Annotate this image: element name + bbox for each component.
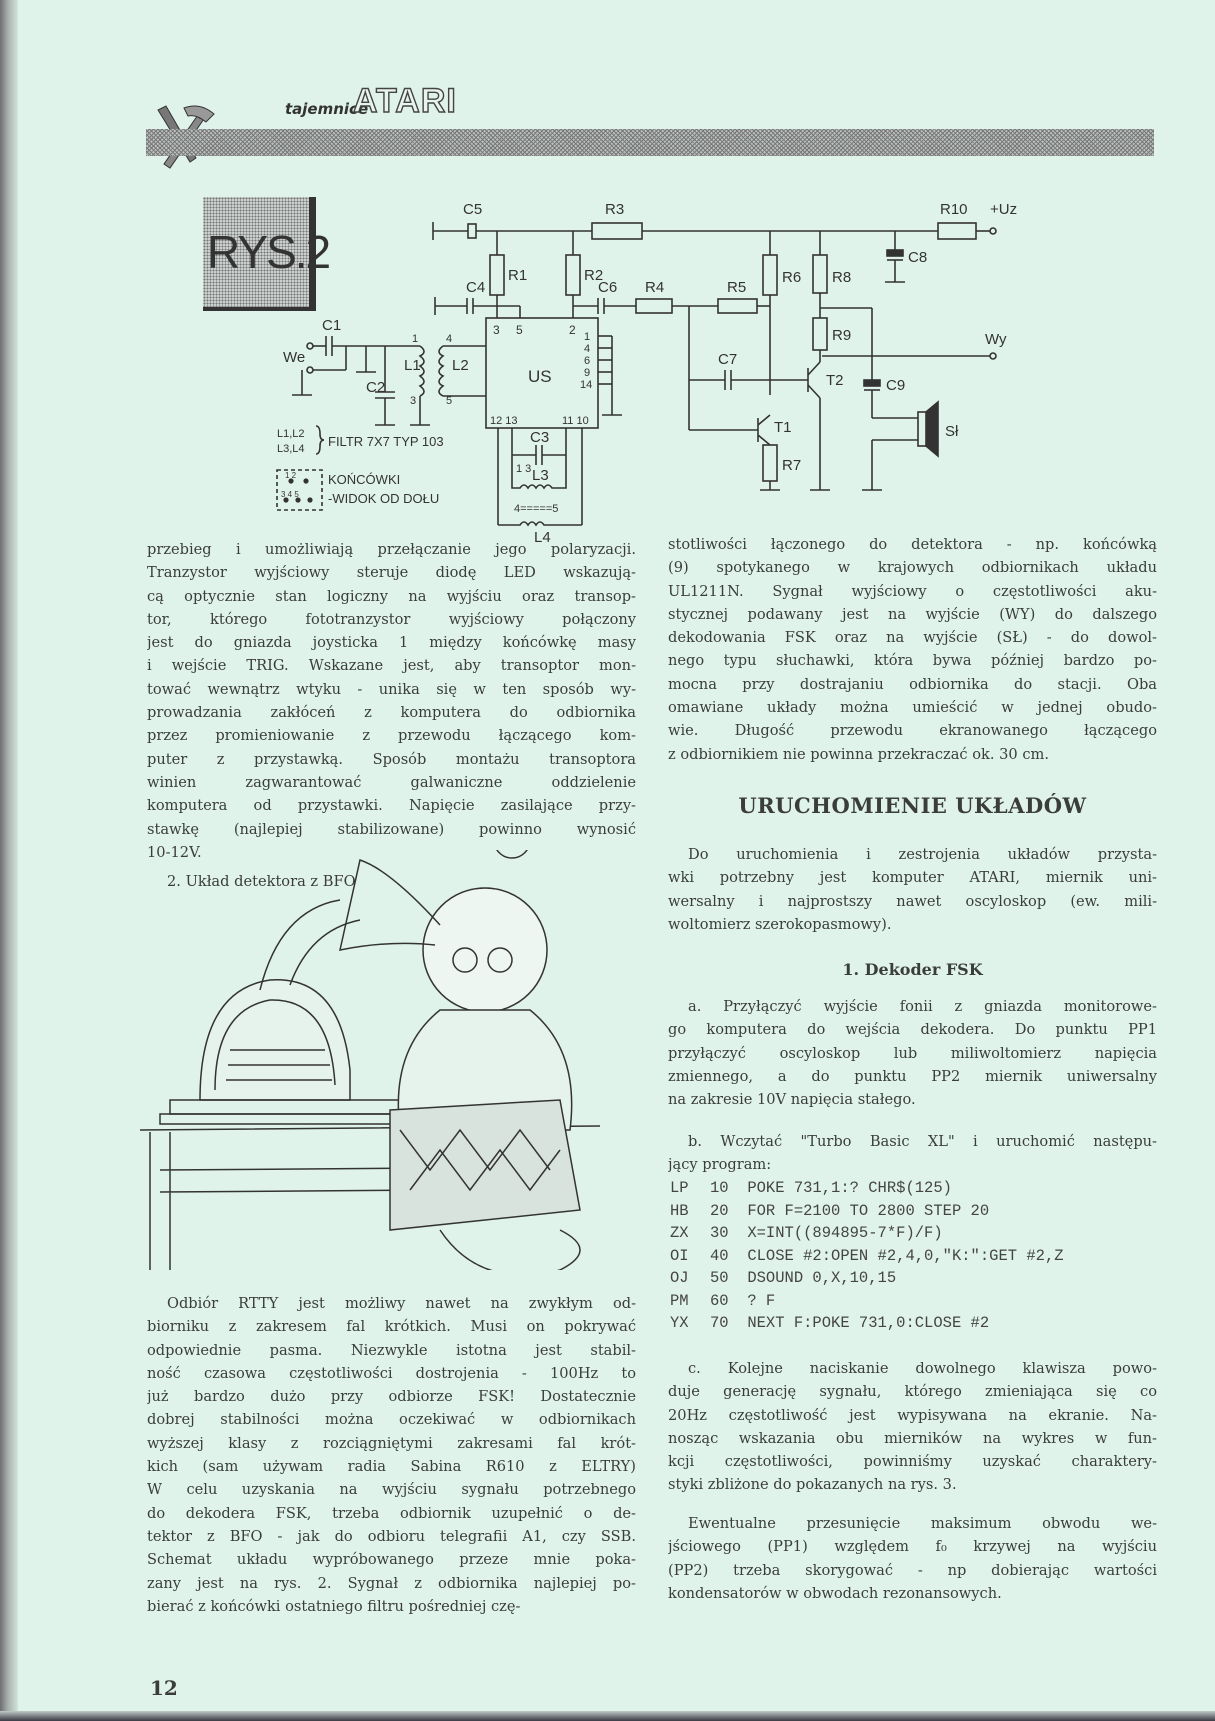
coil-pin-1: 1 [412,333,419,345]
text-line: jący program: [668,1156,772,1174]
page-number: 12 [150,1676,178,1700]
text-line: a. Przyłączyć wyjście fonii z gniazda monitorowe- [688,998,1157,1015]
legend-coils-bottom: L3,L4 [277,443,305,455]
label-c6: C6 [598,279,618,296]
code-line [670,1290,1064,1313]
left-paragraph-2 [147,1292,636,1618]
left-paragraph-1 [147,538,636,864]
code-checksum: OI [670,1246,689,1265]
legend-pins-bottom: 3 4 5 [281,490,299,499]
label-r8: R8 [832,269,852,286]
legend-terminals: KOŃCÓWKI [328,472,401,487]
label-us: US [528,367,552,386]
text-line: stawkę (najlepiej stabilizowane) powinno wynosić [147,820,636,838]
text-line: biorniku z zakresem fal krótkich. Musi on pokrywać [147,1318,636,1336]
circuit-schematic [0,0,1215,560]
text-line: wyższej klasy z rozciągniętymi zakresami fal krót- [147,1434,636,1452]
label-uz: +Uz [990,201,1018,218]
coil-pin-5: 5 [446,395,453,407]
text-line: omawiane układy można umieścić w jednej obudo- [668,699,1157,717]
text-line: duje generację sygnału, którego zmieniająca się co [668,1383,1157,1401]
text-line: jściowego (PP1) względem f₀ krzywej na wyjściu [668,1538,1157,1556]
step-b [668,1130,1157,1177]
code-line-number: 40 [710,1246,729,1265]
label-l2: L2 [452,357,469,374]
text-line: tor, którego fototranzystor wyjściowy połączony [147,610,636,628]
code-line-number: 60 [710,1291,729,1310]
basic-program-listing [670,1177,1064,1335]
label-we: We [283,349,306,366]
label-r3: R3 [605,201,625,218]
text-line: wersalny i najprostszy nawet oscyloskop (ew. mili- [668,892,1157,910]
text-line: cą optycznie stan logiczny na wyjściu oraz transop- [147,587,636,605]
code-checksum: OJ [670,1269,689,1287]
text-line: prowadzania zakłóceń z komputera do odbiornika [147,704,636,722]
text-line: (PP2) trzeba skorygować - np dobierając wartości [668,1561,1157,1579]
text-line: i wejście TRIG. Wskazane jest, aby transoptor mon- [147,657,636,675]
text-line: wki potrzebny jest komputer ATARI, miernik uni- [668,869,1157,887]
label-r2: R2 [584,267,604,284]
text-line: kcji częstotliwości, powinniśmy uzyskać charaktery- [668,1453,1157,1471]
text-line: z odbiornikiem nie powinna przekraczać ok. 30 cm. [668,745,1049,763]
subsection-heading: 1. Dekoder FSK [842,960,983,979]
text-line: komputera od przystawki. Napięcie zasilające przy- [147,797,636,815]
text-line: puter z przystawką. Sposób montażu transoptora [147,750,636,768]
text-line: ność czasowa częstotliwości dostrojenia - 100Hz to [147,1364,636,1382]
section-subheading: 2. Układ detektora z BFO [167,873,356,890]
logo-atari-text: ATARI [353,82,457,120]
label-c7: C7 [718,351,738,368]
text-line: tektor z BFO - jak do odbioru telegrafii A1, czy SSB. [147,1527,636,1545]
l3-pins-bottom: 4=====5 [514,503,559,515]
legend-view: -WIDOK OD DOŁU [328,491,440,506]
label-l4: L4 [534,529,551,546]
label-r9: R9 [832,327,852,344]
code-statement: CLOSE #2:OPEN #2,4,0,"K:":GET #2,Z [747,1246,1064,1265]
text-line: Odbiór RTTY jest możliwy nawet na zwykłym od- [167,1295,636,1312]
text-line: Ewentualne przesunięcie maksimum obwodu we- [688,1515,1157,1532]
code-checksum: LP [670,1179,689,1197]
code-checksum: HB [670,1201,689,1220]
text-line: dobrej stabilności można oczekiwać w odbiornikach [147,1411,636,1429]
text-line: do dekodera FSK, trzeba odbiornik uzupełnić o de- [147,1504,636,1522]
logo-small-text: tajemnice [285,100,369,118]
text-line: przyłączyć oscyloskop lub miliwoltomierz napięcia [668,1044,1157,1062]
code-line [670,1177,1064,1200]
text-line: 10-12V. [147,843,202,861]
code-statement: ? F [747,1291,776,1310]
figure-label: RYS.2 [207,226,330,278]
text-line: styki zbliżone do pokazanych na rys. 3. [668,1476,957,1494]
text-line: Schemat układu wypróbowanego przeze mnie poka- [147,1551,636,1569]
code-line-number: 50 [710,1269,729,1287]
label-l1: L1 [404,357,421,374]
code-checksum: YX [670,1314,689,1332]
code-statement: NEXT F:POKE 731,0:CLOSE #2 [747,1314,990,1332]
code-checksum: PM [670,1291,689,1310]
text-line: stotliwości łączonego do detektora - np. końcówką [668,536,1157,553]
step-a [668,995,1157,1111]
label-c8: C8 [908,249,928,266]
code-checksum: ZX [670,1224,689,1242]
code-statement: POKE 731,1:? CHR$(125) [747,1179,952,1197]
label-r7: R7 [782,457,802,474]
text-line: woltomierz szerokopasmowy). [668,915,892,933]
label-r10: R10 [940,201,968,218]
right-paragraph-last [668,1512,1157,1605]
pins-bottom-left: 12 13 [490,415,518,427]
text-line: UL1211N. Sygnał wyjściowy o częstotliwości aku- [668,582,1157,600]
code-statement: X=INT((894895-7*F)/F) [747,1224,943,1242]
label-c3: C3 [530,429,550,446]
legend-coils-top: L1,L2 [277,428,305,440]
text-line: kich (sam używam radia Sabina R610 z ELTRY) [147,1458,636,1476]
text-line: stycznej podawany jest na wyjście (WY) do dalszego [668,605,1157,623]
pin-right: 14 [580,379,593,391]
text-line: już bardzo dużo przy odbiorze FSK! Dostatecznie [147,1388,636,1406]
label-c9: C9 [886,377,906,394]
text-line: nosząc wskazania obu mierników na wykres w fun- [668,1429,1157,1447]
code-line-number: 10 [710,1179,729,1197]
code-line-number: 70 [710,1314,729,1332]
pins-bottom-right: 11 10 [562,415,589,427]
text-line: jest do gniazda joysticka 1 między końcówkę masy [147,634,636,652]
text-line: nego typu słuchawki, która bywa później bardzo po- [668,652,1157,670]
text-line: go komputera do wejścia dekodera. Do punktu PP1 [668,1021,1157,1039]
code-statement: DSOUND 0,X,10,15 [747,1269,897,1287]
label-c4: C4 [466,279,486,296]
text-line: mocna przy dostrajaniu odbiornika do stacji. Oba [668,675,1157,693]
text-line: na zakresie 10V napięcia stałego. [668,1091,916,1109]
text-line: Do uruchomienia i zestrojenia układów przysta- [688,846,1157,863]
code-line [670,1200,1064,1223]
text-line: winien zagwarantować galwaniczne oddzielenie [147,773,636,791]
text-line: wie. Długość przewodu ekranowanego łączącego [668,722,1157,740]
code-line [670,1312,1064,1335]
page-bottom-edge [0,1711,1215,1721]
code-line [670,1267,1064,1290]
pin-2: 2 [569,323,576,337]
pin-right: 1 [584,331,591,343]
label-wy: Wy [985,331,1007,348]
pin-right: 6 [584,355,591,367]
code-line [670,1245,1064,1268]
label-c2: C2 [366,379,386,396]
label-r4: R4 [645,279,665,296]
woman-figure [340,850,580,1270]
label-r6: R6 [782,269,802,286]
text-line: zmiennego, a do punktu PP2 miernik uniwersalny [668,1067,1157,1085]
code-line-number: 20 [710,1201,729,1220]
text-line: bierać z końcówki ostatniego filtru pośredniej czę- [147,1597,521,1615]
pin-3: 3 [493,323,500,337]
pin-right: 9 [584,367,591,379]
text-line: Tranzystor wyjściowy steruje diodę LED wskazują- [147,564,636,582]
step-c [668,1357,1157,1497]
illustration-woman-listening-radio [140,850,610,1270]
text-line: przebieg i umożliwiają przełączanie jego polaryzacji. [147,541,636,558]
text-line: tować wewnątrz wtyku - unika się w ten sposób wy- [147,680,636,698]
label-t1: T1 [774,419,792,436]
text-line: (9) spotykanego w krajowych odbiornikach układu [668,559,1157,577]
pin-5: 5 [516,323,523,337]
text-line: zany jest na rys. 2. Sygnał z odbiornika najlepiej po- [147,1574,636,1592]
l3-pins: 1 3 [516,463,532,475]
label-sl: Sł [945,423,959,440]
text-line: przez promieniowanie z przewodu łączącego kom- [147,727,636,745]
legend-filter: FILTR 7X7 TYP 103 [328,434,444,449]
text-line: W celu uzyskania na wyjściu sygnału potrzebnego [147,1481,636,1499]
code-line-number: 30 [710,1224,729,1242]
text-line: dekodowania FSK oraz na wyjście (SŁ) - do dowol- [668,629,1157,647]
legend-pins-top: 1 2 [285,471,297,480]
label-r5: R5 [727,279,747,296]
radio-drawing [160,900,430,1124]
coil-pin-3: 3 [410,395,417,407]
code-line [670,1222,1064,1245]
right-paragraph-1 [668,533,1157,766]
text-line: b. Wczytać "Turbo Basic XL" i uruchomić następu- [688,1133,1157,1150]
label-c5: C5 [463,201,483,218]
pin-right: 4 [584,343,591,355]
text-line: 20Hz częstotliwość jest wypisywana na ekranie. Na- [668,1406,1157,1424]
label-r1: R1 [508,267,528,284]
text-line: kondensatorów w obwodach rezonansowych. [668,1584,1002,1602]
text-line: odpowiednie pasma. Niezwykle istotna jest stabil- [147,1341,636,1359]
section-heading: URUCHOMIENIE UKŁADÓW [738,793,1087,818]
code-statement: FOR F=2100 TO 2800 STEP 20 [747,1201,990,1220]
label-l3: L3 [532,467,549,484]
coil-pin-4: 4 [446,333,453,345]
label-c1: C1 [322,317,342,334]
text-line: c. Kolejne naciskanie dowolnego klawisza powo- [688,1360,1157,1377]
label-t2: T2 [826,372,844,389]
right-paragraph-2 [668,843,1157,936]
